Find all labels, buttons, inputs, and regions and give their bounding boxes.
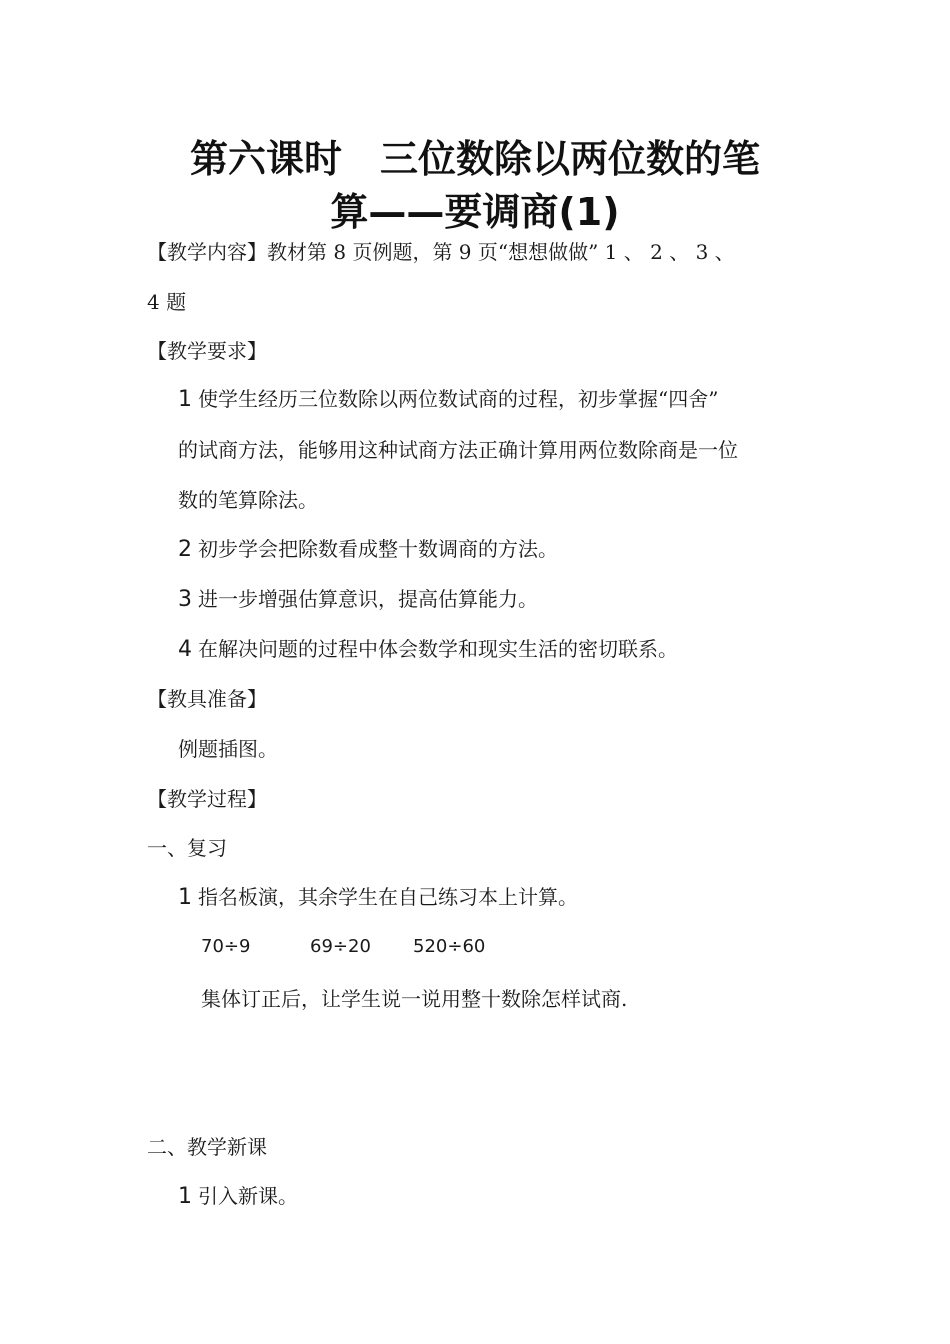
content-section [147, 238, 735, 266]
review-item-1 [178, 883, 578, 912]
new-lesson-item-number: 1 [178, 1184, 192, 1209]
requirement-number: 2 [178, 537, 192, 562]
content-text: 教材第 8 页例题，第 9 页“想想做做” 1 、 2 、 3 、 [267, 240, 735, 264]
review-heading: 一、复习 [147, 836, 227, 860]
calc-expression-2: 69÷20 [310, 936, 371, 957]
requirement-item-1-line-3: 数的笔算除法。 [178, 488, 318, 512]
requirement-item-4 [178, 635, 678, 664]
requirement-text: 初步学会把除数看成整十数调商的方法。 [198, 537, 558, 561]
requirement-number: 3 [178, 587, 192, 612]
requirement-number: 4 [178, 637, 192, 662]
calc-expression-1: 70÷9 [201, 936, 251, 957]
requirement-text: 使学生经历三位数除以两位数试商的过程，初步掌握“四舍” [198, 387, 719, 411]
new-lesson-item-text: 引入新课。 [198, 1184, 298, 1208]
new-lesson-item-1 [178, 1182, 298, 1211]
content-label: 【教学内容】 [147, 240, 267, 264]
page-title-line-1: 第六课时 三位数除以两位数的笔 [189, 137, 760, 181]
new-lesson-heading: 二、教学新课 [147, 1135, 267, 1159]
review-item-text: 指名板演，其余学生在自己练习本上计算。 [198, 885, 578, 909]
requirement-number: 1 [178, 387, 192, 412]
tools-label: 【教具准备】 [147, 687, 267, 711]
calc-expression-3: 520÷60 [413, 936, 486, 957]
requirement-item-2 [178, 535, 558, 564]
requirement-item-3 [178, 585, 538, 614]
review-item-number: 1 [178, 885, 192, 910]
requirement-item-1-line-2: 的试商方法，能够用这种试商方法正确计算用两位数除商是一位 [178, 438, 738, 462]
content-text-continued: 4 题 [147, 290, 187, 314]
review-note: 集体订正后，让学生说一说用整十数除怎样试商. [201, 987, 628, 1011]
requirement-text: 进一步增强估算意识，提高估算能力。 [198, 587, 538, 611]
requirement-text: 在解决问题的过程中体会数学和现实生活的密切联系。 [198, 637, 678, 661]
process-label: 【教学过程】 [147, 787, 267, 811]
requirement-item-1 [178, 385, 718, 414]
tools-text: 例题插图。 [178, 737, 278, 761]
page-title-line-2: 算——要调商(1) [330, 190, 620, 234]
requirements-label: 【教学要求】 [147, 339, 267, 363]
